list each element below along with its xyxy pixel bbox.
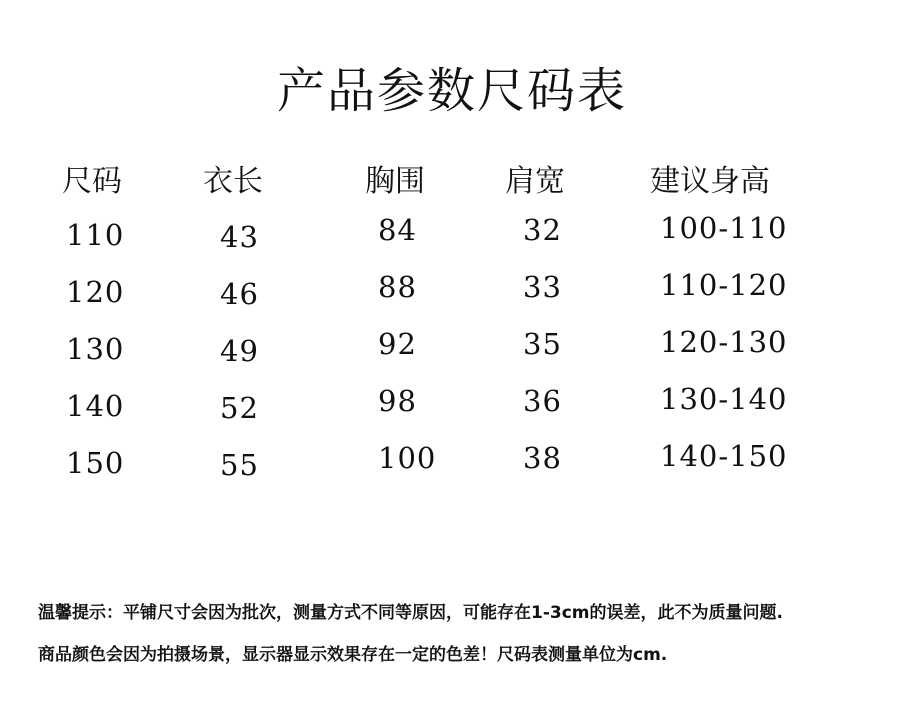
- header-length: 衣长: [203, 164, 263, 199]
- table-cell-size: 130: [66, 332, 125, 366]
- table-cell-chest: 92: [378, 327, 417, 361]
- table-cell-size: 150: [66, 446, 125, 480]
- table-cell-length: 49: [220, 334, 259, 368]
- header-chest: 胸围: [365, 164, 425, 199]
- table-cell-shoulder: 38: [523, 441, 562, 475]
- header-shoulder: 肩宽: [505, 164, 565, 199]
- table-cell-size: 110: [66, 218, 125, 252]
- table-cell-size: 120: [66, 275, 125, 309]
- table-cell-size: 140: [66, 389, 125, 423]
- table-cell-length: 46: [220, 277, 259, 311]
- header-height: 建议身高: [650, 164, 770, 199]
- notice-line-1: 温馨提示：平铺尺寸会因为批次，测量方式不同等原因，可能存在1-3cm的误差，此不为质量问题.: [38, 603, 783, 623]
- table-cell-shoulder: 36: [523, 384, 562, 418]
- table-cell-shoulder: 33: [523, 270, 562, 304]
- table-cell-height: 110-120: [660, 268, 788, 302]
- table-cell-length: 52: [220, 391, 259, 425]
- table-cell-chest: 98: [378, 384, 417, 418]
- header-size: 尺码: [62, 164, 122, 199]
- page-title: 产品参数尺码表: [276, 63, 627, 119]
- table-cell-height: 130-140: [660, 382, 788, 416]
- table-cell-length: 55: [220, 448, 259, 482]
- table-cell-height: 100-110: [660, 211, 788, 245]
- table-cell-shoulder: 32: [523, 213, 562, 247]
- table-cell-height: 140-150: [660, 439, 788, 473]
- table-cell-chest: 100: [378, 441, 437, 475]
- table-cell-chest: 84: [378, 213, 417, 247]
- notice-line-2: 商品颜色会因为拍摄场景，显示器显示效果存在一定的色差！尺码表测量单位为cm.: [38, 645, 668, 665]
- table-cell-height: 120-130: [660, 325, 788, 359]
- table-cell-length: 43: [220, 220, 259, 254]
- table-cell-shoulder: 35: [523, 327, 562, 361]
- table-cell-chest: 88: [378, 270, 417, 304]
